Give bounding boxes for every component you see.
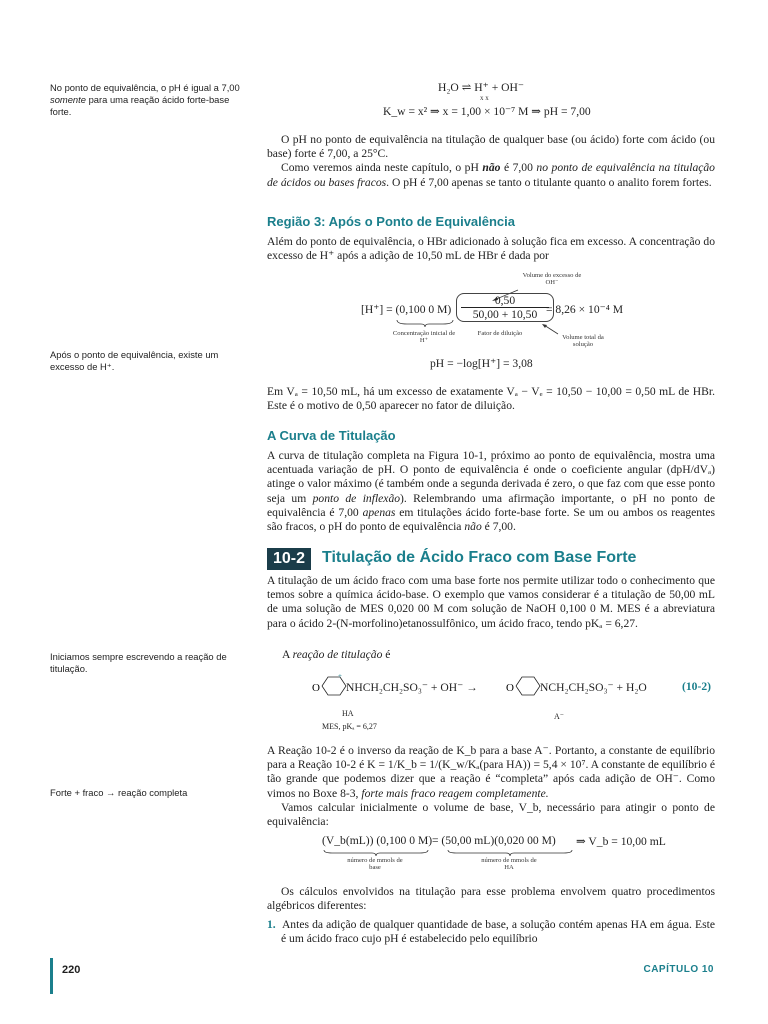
reaction-right: NCH₂CH₂SO₃⁻ + H₂O xyxy=(540,681,647,694)
brace-base xyxy=(322,849,430,857)
paragraph-equilibrium: A Reação 10-2 é o inverso da reação de K_b para a base A⁻. Portanto, a constante de equilíbrio para a Reação 10-2 é K = 1/K_b = 1/(K_w/Kₐ(para HA)) = 5,4 × 10⁷. A constante de equilíbrio é tão grande que podemos dizer que a reação é “completa” após cada adição de OH⁻. Como vimos no Boxe 8-3, forte mais fraco reagem completamente. xyxy=(267,744,715,800)
heading-titration-curve: A Curva de Titulação xyxy=(267,428,396,443)
ph-equation: pH = −log[H⁺] = 3,08 xyxy=(430,357,533,370)
footer-bar xyxy=(50,958,53,994)
paragraph-curve: A curva de titulação completa na Figura 10-1, próximo ao ponto de equivalência, mostra uma acentuada variação de pH. O ponto de equivalência é onde o coeficiente angular (dpH/dVₐ) atinge o valor máximo (é também onde a segunda derivada é zero, o que faz com que esse ponto seja um ponto de inflexão). Relembrando uma afirmação importante, o pH no ponto de equivalência é 7,00 apenas em titulações ácido forte-base forte. Se um ou ambos os reagentes são fracos, o pH do ponto de equivalência não é 7,00. xyxy=(267,449,715,534)
paragraph-vb: Vamos calcular inicialmente o volume de base, V_b, necessário para atingir o ponto de equivalência: xyxy=(267,800,715,829)
label-mes: MES, pKₐ = 6,27 xyxy=(322,722,377,731)
paragraph-weak-acid: A titulação de um ácido fraco com uma base forte nos permite utilizar todo o conhecimento que temos sobre a química ácido-base. O exemplo que vamos considerar é a titulação de 50,00 mL de uma solução de MES 0,020 00 M com solução de NaOH 0,100 0 M. MES é a abreviatura para o ácido 2-(N-morfolino)etanossulfônico, um ácido fraco, tendo pKₐ = 6,27. xyxy=(267,574,715,630)
svg-text:+: + xyxy=(338,672,342,680)
dilution-num: 0,50 xyxy=(461,294,549,308)
label-mmol-base: número de mmols de base xyxy=(347,857,403,871)
water-equilibrium: H₂O ⇌ H⁺ + OH⁻ xyxy=(438,81,524,94)
margin-note-equivalence: No ponto de equivalência, o pH é igual a 7,00 somente para uma reação ácido forte-base forte. xyxy=(50,82,240,117)
h-equation-lhs: [H⁺] = (0,100 0 M) xyxy=(361,303,452,316)
paragraph-ph-strong: O pH no ponto de equivalência na titulação de qualquer base (ou ácido) forte com ácido (ou base) forte é 7,00, a 25°C. xyxy=(267,133,715,161)
morpholine-ring-ha xyxy=(310,672,350,702)
label-dilution: Fator de diluição xyxy=(477,330,523,337)
paragraph-region-3: Além do ponto de equivalência, o HBr adicionado à solução fica em excesso. A concentração do excesso de H⁺ após a adição de 10,50 mL de HBr é dada por xyxy=(267,235,715,263)
list-number-1: 1. xyxy=(267,918,276,931)
margin-note-strong-weak: Forte + fraco → reação completa xyxy=(50,787,188,798)
paragraph-ph-weak: Como veremos ainda neste capítulo, o pH não é 7,00 no ponto de equivalência na titulação de ácidos ou bases fracos. O pH é 7,00 apenas se tanto o titulante quanto o analito forem fortes. xyxy=(267,161,715,189)
label-excess-volume: Volume do excesso de OH⁻ xyxy=(522,272,582,286)
brace-ha xyxy=(446,849,574,857)
section-number: 10-2 xyxy=(267,548,311,570)
water-equilibrium-x: x x xyxy=(480,94,489,102)
label-mmol-ha: número de mmols de HA xyxy=(481,857,537,871)
label-initial-conc: Concentração inicial de H⁺ xyxy=(392,330,456,344)
list-item-1: 1. Antes da adição de qualquer quantidade de base, a solução contém apenas HA em água. Este é um ácido fraco cujo pH é estabelecido pelo equilíbrio xyxy=(267,918,715,946)
dilution-den: 50,00 + 10,50 xyxy=(472,308,538,321)
equation-tag: (10-2) xyxy=(682,680,711,693)
paragraph-reaction-intro: A reação de titulação é xyxy=(282,648,391,661)
paragraph-calculations: Os cálculos envolvidos na titulação para esse problema envolvem quatro procedimentos algébricos diferentes: xyxy=(267,885,715,913)
brace-conc xyxy=(395,318,455,328)
section-title: Titulação de Ácido Fraco com Base Forte xyxy=(322,549,637,566)
margin-note-titration: Iniciamos sempre escrevendo a reação de titulação. xyxy=(50,651,227,674)
page-number: 220 xyxy=(62,964,81,976)
chapter-label: CAPÍTULO 10 xyxy=(643,964,714,975)
vb-equation-rhs: ⇒ V_b = 10,00 mL xyxy=(576,835,666,848)
dilution-factor xyxy=(456,293,554,322)
heading-region-3: Região 3: Após o Ponto de Equivalência xyxy=(267,214,516,229)
h-equation-rhs: = 8,26 × 10⁻⁴ M xyxy=(546,303,624,316)
paragraph-excess: Em Vₐ = 10,50 mL, há um excesso de exatamente Vₐ − Vₑ = 10,50 − 10,00 = 0,50 mL de HBr. Este é o motivo de 0,50 aparecer no fator de diluição. xyxy=(267,385,715,413)
svg-text:O: O xyxy=(506,682,514,694)
label-total-volume: Volume total da solução xyxy=(562,334,604,348)
reaction-left: NHCH₂CH₂SO₃⁻ + OH⁻ → xyxy=(346,681,478,694)
label-a-minus: A⁻ xyxy=(554,712,564,721)
svg-text:O: O xyxy=(312,682,320,694)
label-ha: HA xyxy=(342,709,354,718)
vb-equation-mid: = (50,00 mL)(0,020 00 M) xyxy=(432,834,556,847)
kw-equation: K_w = x² ⇒ x = 1,00 × 10⁻⁷ M ⇒ pH = 7,00 xyxy=(383,105,591,118)
morpholine-ring-a xyxy=(504,672,544,702)
vb-equation-lhs: (V_b(mL)) (0,100 0 M) xyxy=(322,834,433,847)
margin-note-excess: Após o ponto de equivalência, existe um excesso de H⁺. xyxy=(50,349,219,372)
